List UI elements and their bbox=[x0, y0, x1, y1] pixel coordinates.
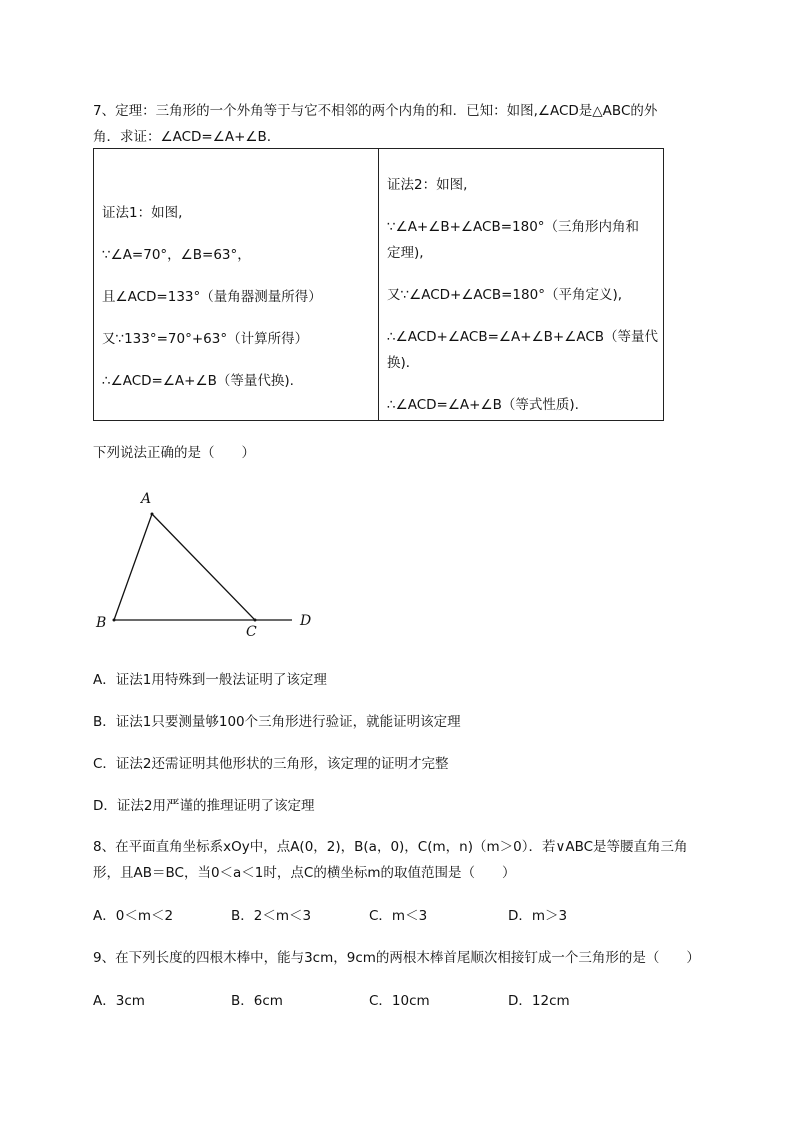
q9-option-d: D．12cm bbox=[508, 993, 570, 1009]
point-B bbox=[113, 619, 116, 622]
proof2-line: ∵∠A+∠B+∠ACB=180°（三角形内角和 bbox=[387, 219, 640, 235]
q8-statement-line2: 形，且AB＝BC，当0＜a＜1时，点C的横坐标m的取值范围是（ ） bbox=[93, 865, 516, 881]
q8-option-a: A．0＜m＜2 bbox=[93, 908, 174, 924]
q9-option-c: C．10cm bbox=[369, 993, 430, 1009]
proof2-line: 定理), bbox=[387, 245, 424, 261]
proof2-cell bbox=[379, 149, 664, 421]
proof1-cell bbox=[94, 149, 379, 421]
proof1-line: ∴∠ACD=∠A+∠B（等量代换). bbox=[102, 373, 294, 389]
point-A bbox=[151, 513, 154, 516]
q9-option-a: A．3cm bbox=[93, 993, 145, 1009]
point-C bbox=[254, 619, 257, 622]
proof1-line: 且∠ACD=133°（量角器测量所得） bbox=[102, 289, 322, 305]
proof1-line: ∵∠A=70°，∠B=63°， bbox=[102, 247, 251, 263]
proof2-line: 证法2：如图, bbox=[387, 177, 468, 193]
proof-table bbox=[93, 148, 664, 421]
q9-statement: 9、在下列长度的四根木棒中，能与3cm，9cm的两根木棒首尾顺次相接钉成一个三角形的是（ ） bbox=[93, 950, 700, 966]
label-B: B bbox=[96, 615, 107, 631]
segment-AB bbox=[114, 514, 152, 620]
proof2-line: ∴∠ACD+∠ACB=∠A+∠B+∠ACB（等量代 bbox=[387, 329, 659, 345]
q7-option-a: A．证法1用特殊到一般法证明了该定理 bbox=[93, 672, 327, 688]
label-C: C bbox=[246, 624, 257, 640]
q8-option-c: C．m＜3 bbox=[369, 908, 428, 924]
triangle-figure bbox=[90, 484, 330, 644]
q7-question: 下列说法正确的是（ ） bbox=[93, 445, 255, 461]
proof2-line: ∴∠ACD=∠A+∠B（等式性质). bbox=[387, 397, 579, 413]
label-D: D bbox=[300, 613, 312, 629]
q7-statement-line2: 角．求证：∠ACD=∠A+∠B. bbox=[93, 129, 272, 145]
proof1-line: 又∵133°=70°+63°（计算所得） bbox=[102, 331, 309, 347]
q9-option-b: B．6cm bbox=[231, 993, 283, 1009]
q8-statement-line1: 8、在平面直角坐标系xOy中，点A(0，2)，B(a，0)，C(m，n)（m＞0）．若∨ABC是等腰直角三角 bbox=[93, 839, 688, 855]
q7-option-c: C．证法2还需证明其他形状的三角形，该定理的证明才完整 bbox=[93, 756, 449, 772]
proof2-line: 又∵∠ACD+∠ACB=180°（平角定义), bbox=[387, 287, 622, 303]
q8-option-d: D．m＞3 bbox=[508, 908, 568, 924]
q8-option-b: B．2＜m＜3 bbox=[231, 908, 312, 924]
label-A: A bbox=[141, 491, 152, 507]
proof2-line: 换)． bbox=[387, 355, 420, 371]
q7-option-d: D．证法2用严谨的推理证明了该定理 bbox=[93, 798, 315, 814]
q7-option-b: B．证法1只要测量够100个三角形进行验证，就能证明该定理 bbox=[93, 714, 461, 730]
segment-AC bbox=[152, 514, 255, 620]
q7-statement-line1: 7、定理：三角形的一个外角等于与它不相邻的两个内角的和．已知：如图,∠ACD是△ABC的外 bbox=[93, 103, 658, 119]
proof1-line: 证法1：如图, bbox=[102, 205, 183, 221]
